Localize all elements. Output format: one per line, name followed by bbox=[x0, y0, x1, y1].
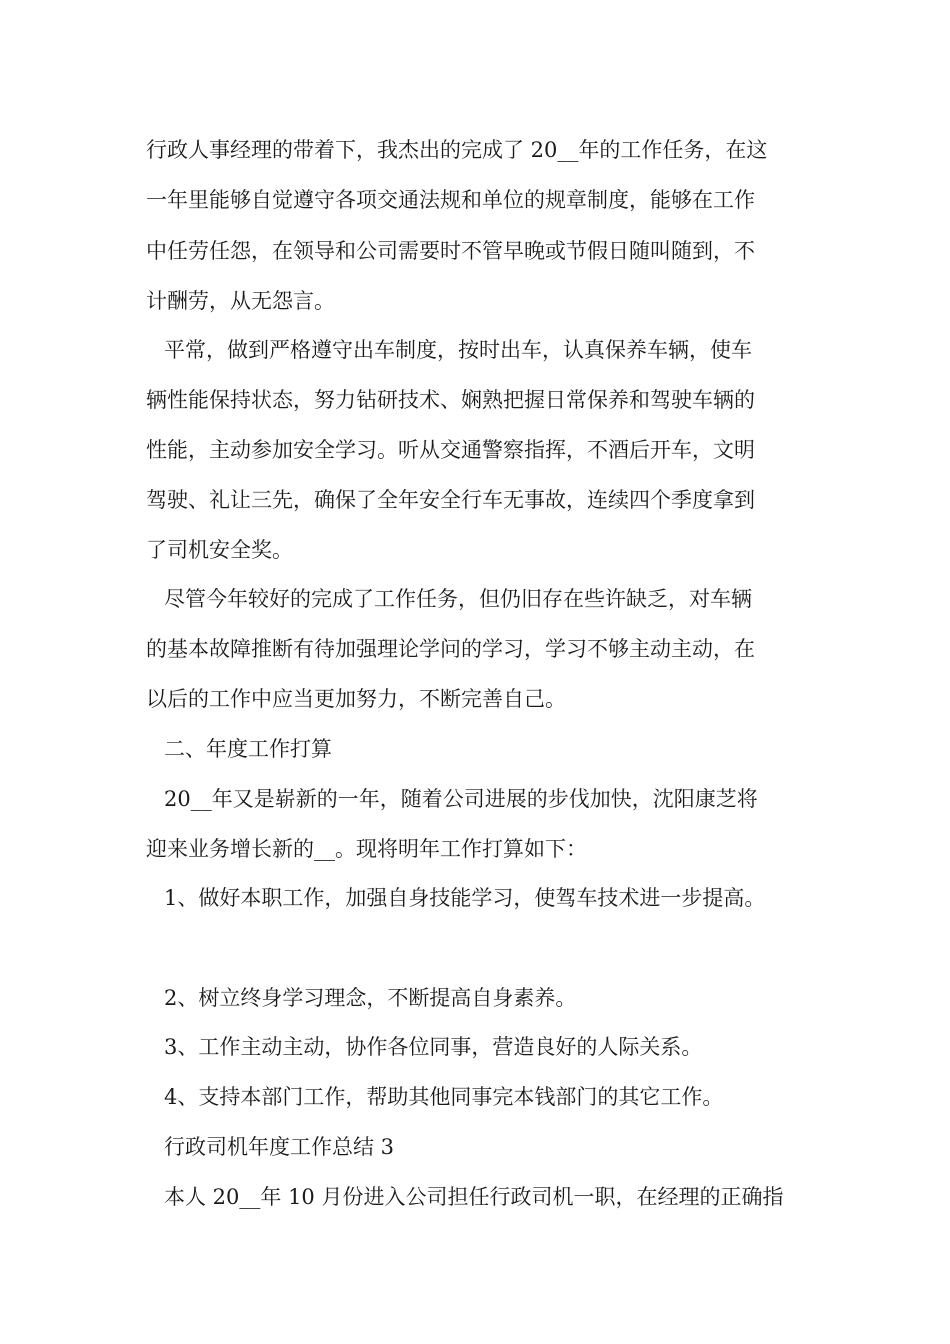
section-heading: 二、年度工作打算 bbox=[164, 737, 332, 761]
paragraph-line: 一年里能够自觉遵守各项交通法规和单位的规章制度，能够在工作 bbox=[146, 188, 755, 212]
list-item: 4、支持本部门工作，帮助其他同事完本钱部门的其它工作。 bbox=[164, 1085, 724, 1109]
paragraph-line: 本人 20__年 10 月份进入公司担任行政司机一职，在经理的正确指 bbox=[164, 1185, 784, 1209]
list-item: 3、工作主动主动，协作各位同事，营造良好的人际关系。 bbox=[164, 1035, 703, 1059]
section-title: 行政司机年度工作总结 3 bbox=[164, 1135, 395, 1159]
paragraph-line: 的基本故障推断有待加强理论学问的学习，学习不够主动主动，在 bbox=[146, 637, 755, 661]
paragraph-line: 计酬劳，从无怨言。 bbox=[146, 289, 335, 313]
paragraph-line: 辆性能保持状态，努力钻研技术、娴熟把握日常保养和驾驶车辆的 bbox=[146, 388, 755, 412]
paragraph-line: 平常，做到严格遵守出车制度，按时出车，认真保养车辆，使车 bbox=[164, 338, 752, 362]
list-item: 1、做好本职工作，加强自身技能学习，使驾车技术进一步提高。 bbox=[164, 886, 766, 910]
paragraph-line: 了司机安全奖。 bbox=[146, 538, 293, 562]
paragraph-line: 尽管今年较好的完成了工作任务，但仍旧存在些许缺乏，对车辆 bbox=[164, 587, 752, 611]
paragraph-line: 迎来业务增长新的__。现将明年工作打算如下： bbox=[146, 837, 587, 861]
paragraph-line: 驾驶、礼让三先，确保了全年安全行车无事故，连续四个季度拿到 bbox=[146, 488, 755, 512]
paragraph-line: 行政人事经理的带着下，我杰出的完成了 20__年的工作任务，在这 bbox=[146, 138, 768, 162]
paragraph-line: 20__年又是崭新的一年，随着公司进展的步伐加快，沈阳康芝将 bbox=[164, 787, 758, 811]
paragraph-line: 中任劳任怨，在领导和公司需要时不管早晚或节假日随叫随到，不 bbox=[146, 239, 755, 263]
list-item: 2、树立终身学习理念，不断提高自身素养。 bbox=[164, 986, 577, 1010]
paragraph-line: 以后的工作中应当更加努力，不断完善自己。 bbox=[146, 687, 566, 711]
paragraph-line: 性能，主动参加安全学习。听从交通警察指挥，不酒后开车，文明 bbox=[146, 438, 755, 462]
